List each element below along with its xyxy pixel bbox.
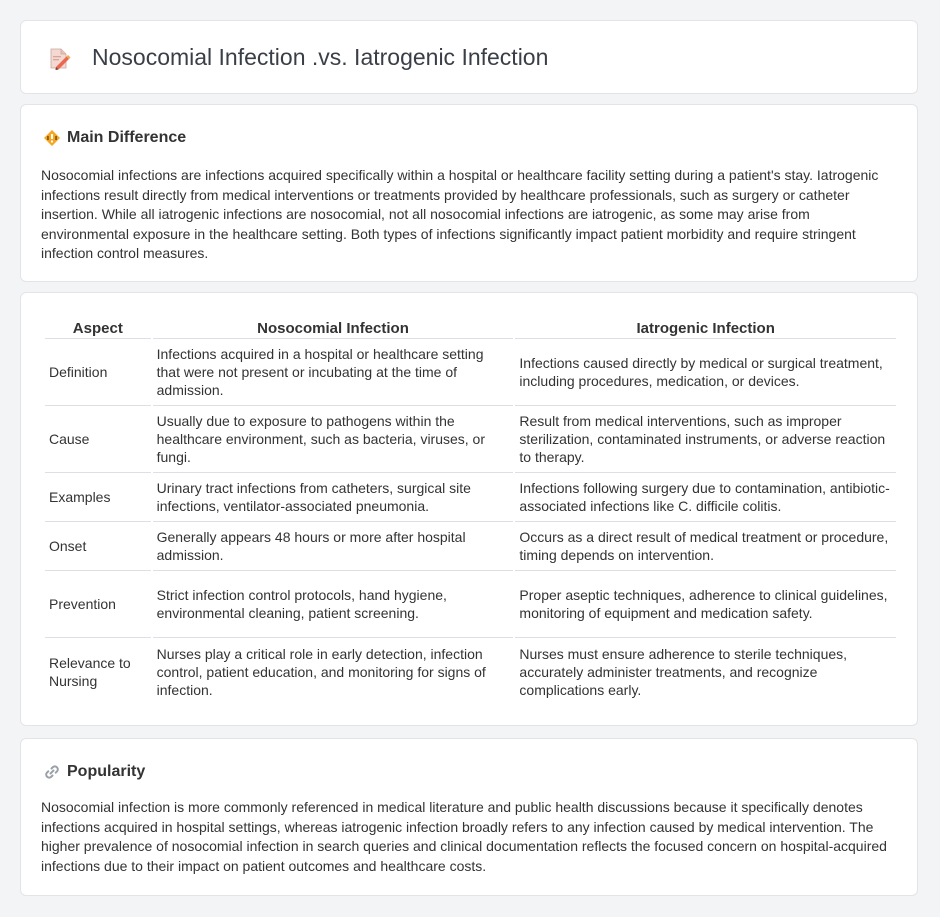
title-card: [20, 20, 918, 94]
comparison-table: [43, 314, 898, 705]
aspect-cell: Relevance to Nursing: [49, 654, 131, 689]
table-row: [45, 473, 896, 522]
column-header-nosocomial: Nosocomial Infection: [153, 314, 514, 339]
table-row: [45, 571, 896, 638]
nosocomial-cell: Generally appears 48 hours or more after hospital admission.: [153, 522, 514, 571]
iatrogenic-cell: Infections following surgery due to contamination, antibiotic-associated infections like C. difficile colitis.: [515, 473, 896, 522]
aspect-cell: Prevention: [45, 571, 151, 638]
table-row: [45, 638, 896, 705]
iatrogenic-cell: Occurs as a direct result of medical treatment or procedure, timing depends on intervention.: [515, 522, 896, 571]
iatrogenic-cell: Infections caused directly by medical or surgical treatment, including procedures, medication, or devices.: [515, 339, 896, 406]
table-row: [45, 522, 896, 571]
iatrogenic-cell: Proper aseptic techniques, adherence to clinical guidelines, monitoring of equipment and medication safety.: [515, 571, 896, 638]
column-header-aspect: Aspect: [45, 314, 151, 339]
warning-diamond-icon: [43, 129, 61, 147]
main-difference-section: [20, 104, 918, 282]
comparison-section: [20, 292, 918, 726]
aspect-cell: Definition: [45, 339, 151, 406]
table-row: [45, 406, 896, 473]
table-row: [45, 339, 896, 406]
page-title: Nosocomial Infection .vs. Iatrogenic Infection: [92, 44, 549, 70]
aspect-cell: Onset: [45, 522, 151, 571]
main-difference-heading: Main Difference: [67, 129, 187, 146]
column-header-iatrogenic: Iatrogenic Infection: [515, 314, 896, 339]
iatrogenic-cell: Nurses must ensure adherence to sterile techniques, accurately administer treatments, and recognize complications early.: [519, 645, 848, 698]
popularity-heading: Popularity: [67, 763, 146, 780]
popularity-text: Nosocomial infection is more commonly referenced in medical literature and public health discussions because it specifically denotes infections acquired in hospital settings, whereas iatrogenic infection broadly refers to any infection caused by medical intervention. The higher prevalence of nosocomial infection in search queries and clinical documentation reflects the focused concern on hospital-acquired infections due to their impact on patient outcomes and healthcare costs.: [41, 799, 887, 874]
nosocomial-cell: Usually due to exposure to pathogens within the healthcare environment, such as bacteria, viruses, or fungi.: [153, 406, 514, 473]
nosocomial-cell: Strict infection control protocols, hand hygiene, environmental cleaning, patient screening.: [153, 571, 514, 638]
main-difference-header: [43, 128, 186, 148]
popularity-section: [20, 738, 918, 896]
popularity-header: [43, 762, 145, 782]
iatrogenic-cell: Result from medical interventions, such as improper sterilization, contaminated instruments, or adverse reaction to therapy.: [515, 406, 896, 473]
aspect-cell: Examples: [45, 473, 151, 522]
nosocomial-cell: Urinary tract infections from catheters, surgical site infections, ventilator-associated pneumonia.: [153, 473, 514, 522]
main-difference-text: Nosocomial infections are infections acquired specifically within a hospital or healthcare facility setting during a patient's stay. Iatrogenic infections result directly from medical interventions or treatments provided by healthcare professionals, such as surgery or catheter insertion. While all iatrogenic infections are nosocomial, not all nosocomial infections are iatrogenic, as some may arise from environmental exposure in the healthcare setting. Both types of infections significantly impact patient morbidity and require stringent infection control measures.: [41, 167, 879, 262]
aspect-cell: Cause: [45, 406, 151, 473]
nosocomial-cell: Infections acquired in a hospital or healthcare setting that were not present or incubating at the time of admission.: [153, 339, 514, 406]
nosocomial-cell: Nurses play a critical role in early detection, infection control, patient education, and monitoring for signs of infection.: [156, 645, 486, 698]
table-header-row: [45, 314, 896, 339]
document-pencil-icon: [47, 47, 71, 71]
link-icon: [43, 763, 61, 781]
